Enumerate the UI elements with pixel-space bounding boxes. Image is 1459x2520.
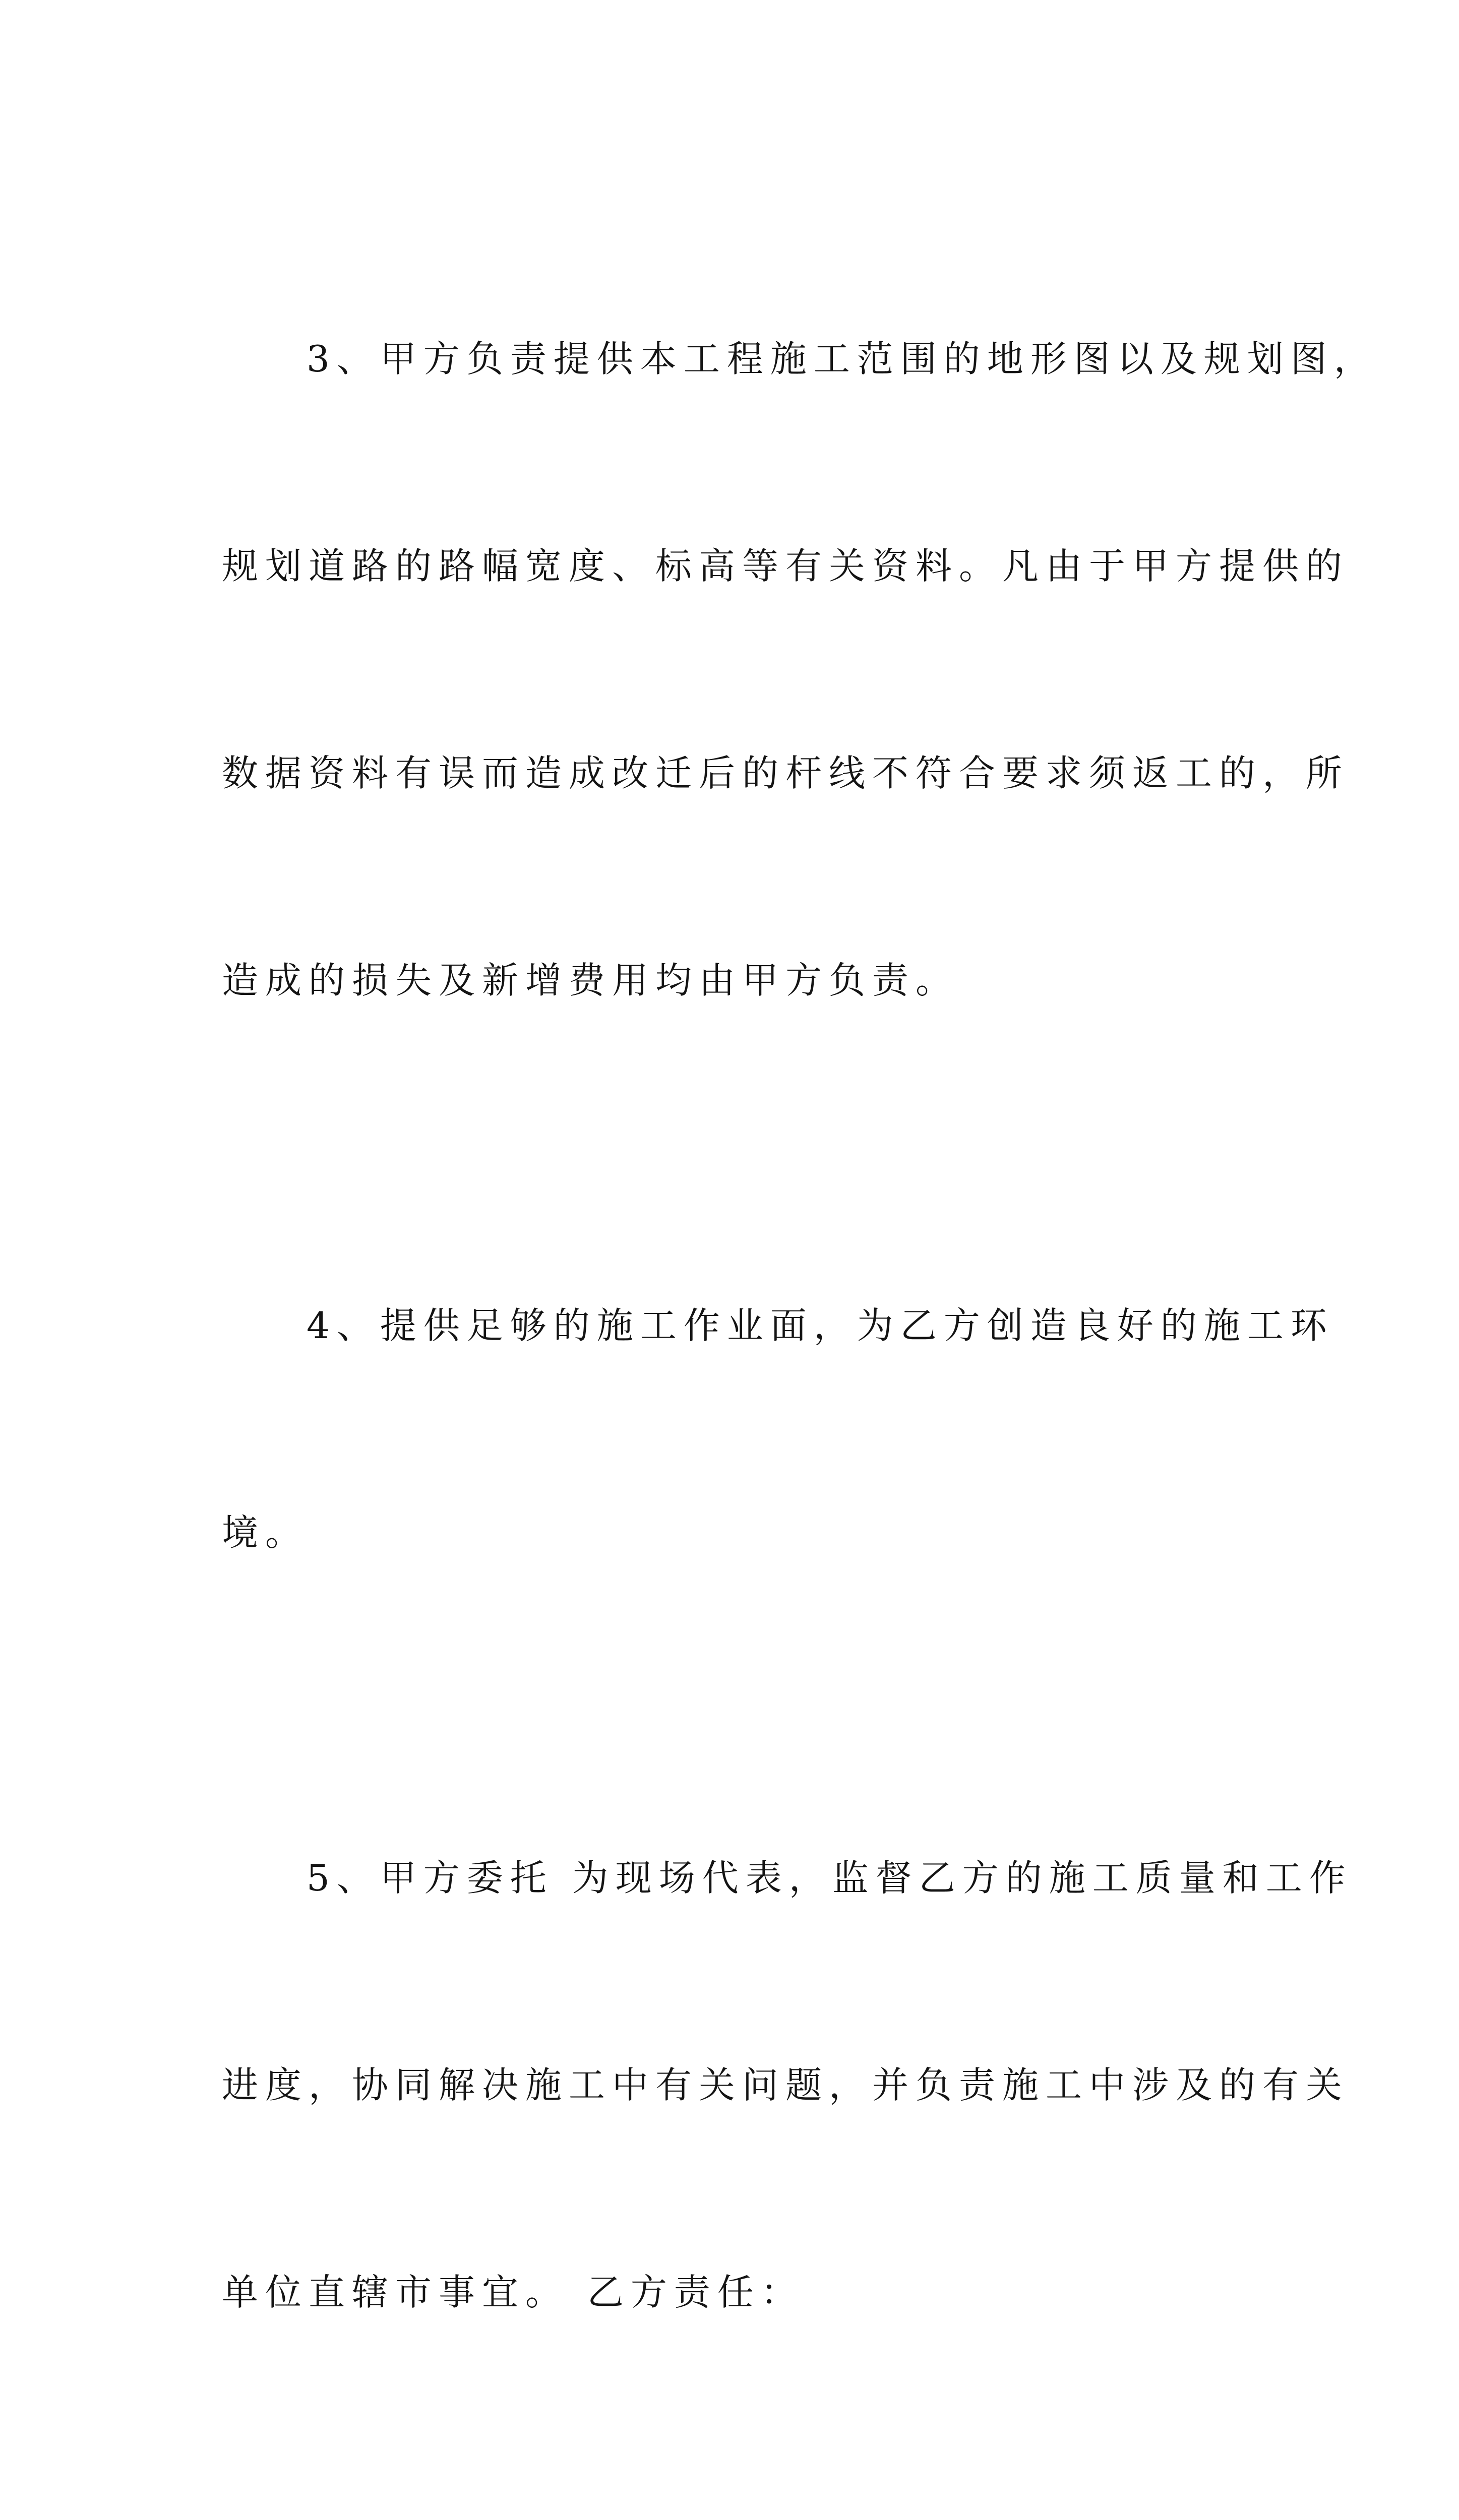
text-line: 数据资料有误而造成改迁后的杆线不符合要求须返工的，所 xyxy=(222,752,1350,794)
text-line: 规划道路的路幅宽度、标高等有关资料。凡由于甲方提供的 xyxy=(222,545,1350,587)
text-line: 5、甲方委托 为现场代表，监督乙方的施工质量和工作 xyxy=(307,1857,1353,1899)
text-line: 4、提供足够的施工作业面，为乙方创造良好的施工环 xyxy=(307,1304,1334,1347)
paragraph-owner-duty-4 xyxy=(222,1153,1334,1706)
document-body xyxy=(222,186,1377,2520)
paragraph-owner-duty-3 xyxy=(222,186,1377,1153)
text-line: 3、甲方负责提供本工程施工范围的地形图以及规划图， xyxy=(307,338,1377,380)
text-line: 进度，协同解决施工中有关问题，并负责施工中涉及的有关 xyxy=(222,2064,1350,2106)
paragraph-contractor-duty-1 xyxy=(222,2465,1250,2520)
text-line: 造成的损失及新增费用均由甲方负责。 xyxy=(222,959,959,1001)
text-line: 境。 xyxy=(222,1511,309,1554)
paragraph-owner-duty-5 xyxy=(222,1706,1353,2465)
text-line: 单位直辖市事宜。 乙方责任： xyxy=(222,2271,804,2313)
